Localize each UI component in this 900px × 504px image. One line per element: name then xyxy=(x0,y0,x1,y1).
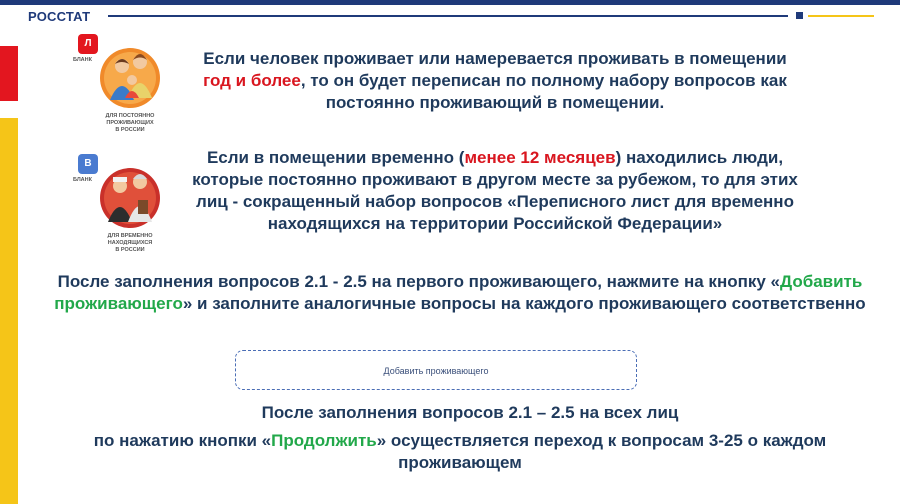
highlight-less-12-months: менее 12 месяцев xyxy=(464,148,616,167)
blank-caption: ДЛЯ ВРЕМЕННО НАХОДЯЩИХСЯ В РОССИИ xyxy=(107,233,153,253)
top-bar xyxy=(0,0,900,5)
blank-caption: ДЛЯ ПОСТОЯННО ПРОЖИВАЮЩИХ В РОССИИ xyxy=(105,113,155,133)
blank-temporary-card xyxy=(70,150,180,270)
highlight-add-resident: Добавить проживающего xyxy=(54,272,863,313)
after-all-persons-text: После заполнения вопросов 2.1 – 2.5 на всех лиц xyxy=(261,403,679,422)
blank-label: БЛАНК xyxy=(73,57,92,63)
blank-letter-badge: В xyxy=(78,154,98,174)
add-resident-instruction: После заполнения вопросов 2.1 - 2.5 на первого проживающего, нажмите на кнопку «Добавить проживающего» и заполните аналогичные вопросы на каждого проживающего соответственно xyxy=(54,272,866,313)
blank-label: БЛАНК xyxy=(73,177,92,183)
family-illustration-icon xyxy=(98,40,162,114)
side-accent-yellow xyxy=(0,118,18,504)
travelers-illustration-icon xyxy=(98,160,162,234)
blank-letter-badge: Л xyxy=(78,34,98,54)
temporary-residents-text: Если в помещении временно (менее 12 месяцев) находились люди, которые постоянно проживают в другом месте за рубежом, то для этих лиц - сокращенный набор вопросов «Переписного лист для временно находящихся на территории Российской Федерации» xyxy=(192,148,798,233)
brand-logo-text: РОССТАТ xyxy=(28,9,91,24)
header-yellow-line xyxy=(808,15,874,17)
header-square-mark xyxy=(796,12,803,19)
side-accent-red xyxy=(0,46,18,101)
permanent-residents-text: Если человек проживает или намеревается проживать в помещении год и более, то он будет переписан по полному набору вопросов как постоянно проживающий в помещении. xyxy=(203,49,787,112)
add-resident-button[interactable]: Добавить проживающего xyxy=(235,350,637,390)
blank-permanent-card xyxy=(70,30,180,150)
header-divider xyxy=(108,15,788,17)
highlight-continue: Продолжить xyxy=(271,431,377,450)
continue-instruction: по нажатию кнопки «Продолжить» осуществляется переход к вопросам 3-25 о каждом проживающем xyxy=(93,431,827,472)
highlight-year-or-more: год и более xyxy=(203,71,301,90)
